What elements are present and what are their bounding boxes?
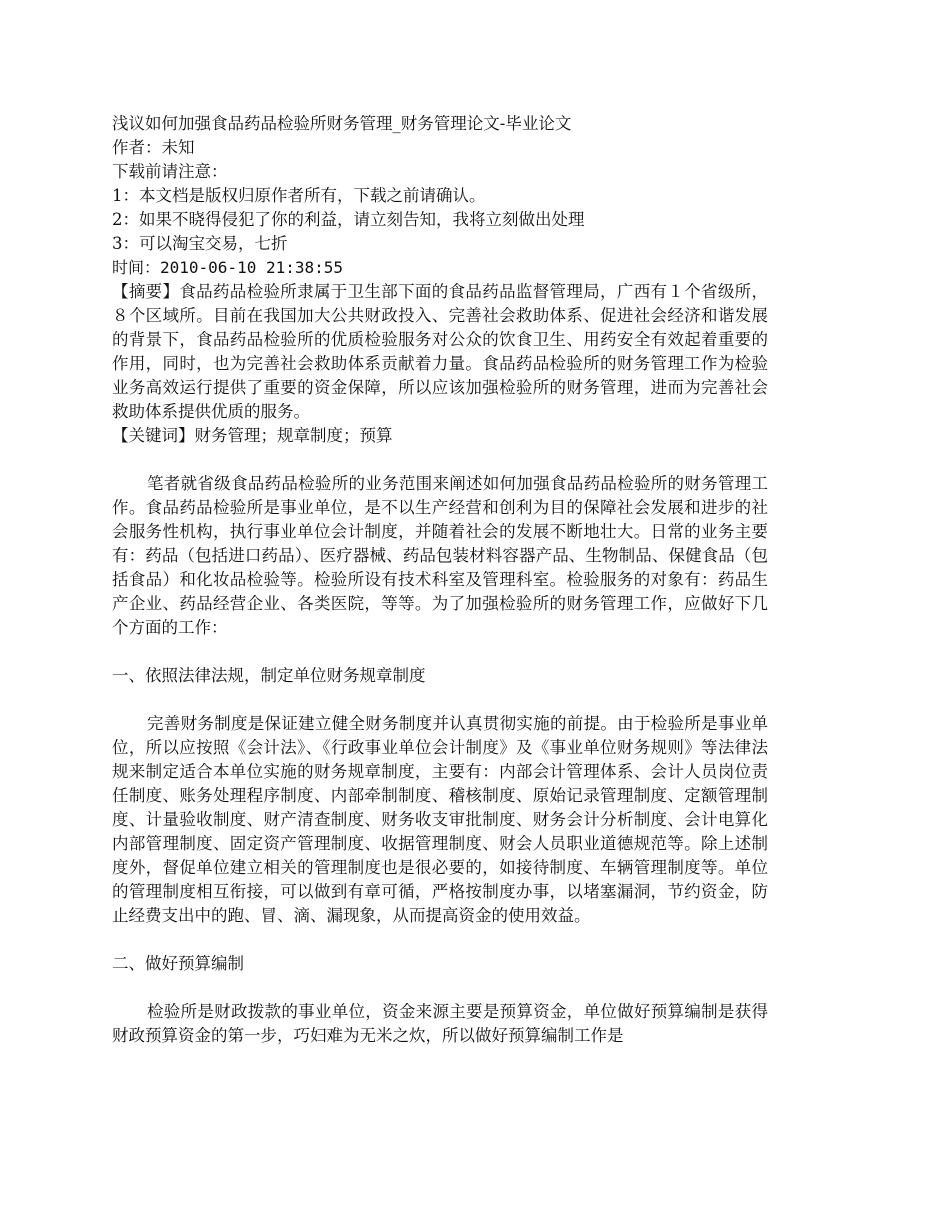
section-2-paragraph: 检验所是财政拨款的事业单位，资金来源主要是预算资金，单位做好预算编制是获得财政预算资金的第一步，巧妇难为无米之炊，所以做好预算编制工作是 (112, 1002, 768, 1045)
note-item: 3：可以淘宝交易，七折 (112, 234, 288, 253)
document-title: 浅议如何加强食品药品检验所财务管理_财务管理论文-毕业论文 (112, 114, 572, 133)
author-line: 作者：未知 (112, 138, 195, 157)
section-heading-2: 二、做好预算编制 (112, 954, 244, 973)
document-page (112, 112, 768, 1048)
intro-paragraph: 笔者就省级食品药品检验所的业务范围来阐述如何加强食品药品检验所的财务管理工作。食品药品检验所是事业单位，是不以生产经营和创利为目的保障社会发展和进步的社会服务性机构，执行事业单位会计制度，并随着社会的发展不断地壮大。日常的业务主要有：药品（包括进口药品）、医疗器械、药品包装材料容器产品、生物制品、保健食品（包括食品）和化妆品检验等。检验所设有技术科室及管理科室。检验服务的对象有：药品生产企业、药品经营企业、各类医院，等等。为了加强检验所的财务管理工作，应做好下几个方面的工作： (112, 474, 768, 637)
abstract-paragraph: 【摘要】食品药品检验所隶属于卫生部下面的食品药品监督管理局，广西有１个省级所，８个区域所。目前在我国加大公共财政投入、完善社会救助体系、促进社会经济和谐发展的背景下，食品药品检验所的优质检验服务对公众的饮食卫生、用药安全有效起着重要的作用，同时，也为完善社会救助体系贡献着力量。食品药品检验所的财务管理工作为检验业务高效运行提供了重要的资金保障，所以应该加强检验所的财务管理，进而为完善社会救助体系提供优质的服务。 (112, 282, 768, 421)
spacer (112, 928, 768, 952)
note-item: 1：本文档是版权归原作者所有，下载之前请确认。 (112, 186, 486, 205)
section-heading-1: 一、依照法律法规，制定单位财务规章制度 (112, 666, 426, 685)
spacer (112, 448, 768, 472)
spacer (112, 976, 768, 1000)
keywords-line: 【关键词】财务管理；规章制度；预算 (112, 426, 393, 445)
download-note-title: 下载前请注意： (112, 162, 228, 181)
spacer (112, 688, 768, 712)
spacer (112, 640, 768, 664)
timestamp-line: 时间：2010-06-10 21:38:55 (112, 258, 344, 277)
note-item: 2：如果不晓得侵犯了你的利益，请立刻告知，我将立刻做出处理 (112, 210, 585, 229)
section-1-paragraph: 完善财务制度是保证建立健全财务制度并认真贯彻实施的前提。由于检验所是事业单位，所以应按照《会计法》、《行政事业单位会计制度》及《事业单位财务规则》等法律法规来制定适合本单位实施的财务规章制度，主要有：内部会计管理体系、会计人员岗位责任制度、账务处理程序制度、内部牵制制度、稽核制度、原始记录管理制度、定额管理制度、计量验收制度、财产清查制度、财务收支审批制度、财务会计分析制度、会计电算化内部管理制度、固定资产管理制度、收据管理制度、财会人员职业道德规范等。除上述制度外，督促单位建立相关的管理制度也是很必要的，如接待制度、车辆管理制度等。单位的管理制度相互衔接，可以做到有章可循，严格按制度办事，以堵塞漏洞，节约资金，防止经费支出中的跑、冒、滴、漏现象，从而提高资金的使用效益。 (112, 714, 768, 925)
